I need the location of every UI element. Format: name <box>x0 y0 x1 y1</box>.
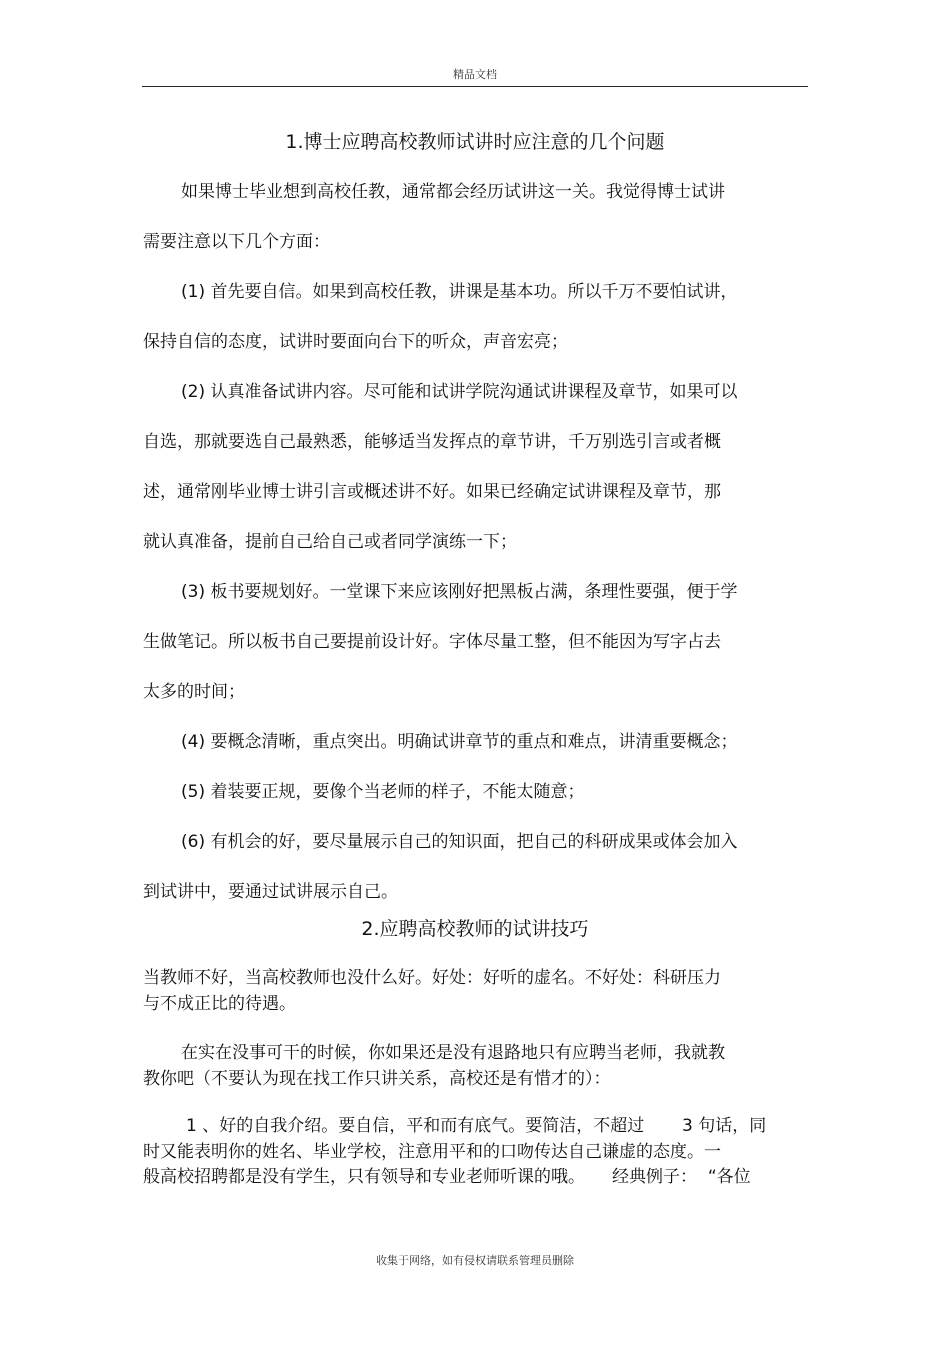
paragraph-line: (1) 首先要自信。如果到高校任教，讲课是基本功。所以千万不要怕试讲， <box>181 282 738 302</box>
paragraph-line: 时又能表明你的姓名、毕业学校，注意用平和的口吻传达自己谦虚的态度。一 <box>143 1142 721 1162</box>
section-2-title: 2.应聘高校教师的试讲技巧 <box>361 918 589 940</box>
paragraph-line: (2) 认真准备试讲内容。尽可能和试讲学院沟通试讲课程及章节，如果可以 <box>181 382 738 402</box>
paragraph-line: (6) 有机会的好，要尽量展示自己的知识面，把自己的科研成果或体会加入 <box>181 832 738 852</box>
page-footer: 收集于网络，如有侵权请联系管理员删除 <box>376 1254 574 1267</box>
paragraph-line: 述，通常刚毕业博士讲引言或概述讲不好。如果已经确定试讲课程及章节，那 <box>143 482 721 502</box>
paragraph-line: 1 、好的自我介绍。要自信，平和而有底气。要简洁，不超过 3 句话，同 <box>186 1116 767 1136</box>
section-1-title: 1.博士应聘高校教师试讲时应注意的几个问题 <box>285 131 665 153</box>
page-header: 精品文档 <box>453 68 497 81</box>
paragraph-line: (5) 着装要正规，要像个当老师的样子，不能太随意； <box>181 782 585 802</box>
paragraph-line: (4) 要概念清晰，重点突出。明确试讲章节的重点和难点，讲清重要概念； <box>181 732 738 752</box>
paragraph-line: 在实在没事可干的时候，你如果还是没有退路地只有应聘当老师，我就教 <box>181 1043 725 1063</box>
paragraph-line: 与不成正比的待遇。 <box>143 994 296 1014</box>
paragraph-line: 保持自信的态度，试讲时要面向台下的听众，声音宏亮； <box>143 332 568 352</box>
paragraph-line: 当教师不好，当高校教师也没什么好。好处：好听的虚名。不好处：科研压力 <box>143 968 721 988</box>
paragraph-line: 如果博士毕业想到高校任教，通常都会经历试讲这一关。我觉得博士试讲 <box>181 182 725 202</box>
paragraph-line: 教你吧（不要认为现在找工作只讲关系，高校还是有惜才的）： <box>143 1069 611 1089</box>
paragraph-line: 太多的时间； <box>143 682 245 702</box>
header-divider <box>142 86 808 87</box>
paragraph-line: 生做笔记。所以板书自己要提前设计好。字体尽量工整，但不能因为写字占去 <box>143 632 721 652</box>
paragraph-line: 般高校招聘都是没有学生，只有领导和专业老师听课的哦。 经典例子： “各位 <box>143 1167 751 1187</box>
paragraph-line: (3) 板书要规划好。一堂课下来应该刚好把黑板占满，条理性要强，便于学 <box>181 582 738 602</box>
paragraph-line: 自选，那就要选自己最熟悉，能够适当发挥点的章节讲，千万别选引言或者概 <box>143 432 721 452</box>
paragraph-line: 到试讲中，要通过试讲展示自己。 <box>143 882 398 902</box>
paragraph-line: 需要注意以下几个方面： <box>143 232 330 252</box>
paragraph-line: 就认真准备，提前自己给自己或者同学演练一下； <box>143 532 517 552</box>
